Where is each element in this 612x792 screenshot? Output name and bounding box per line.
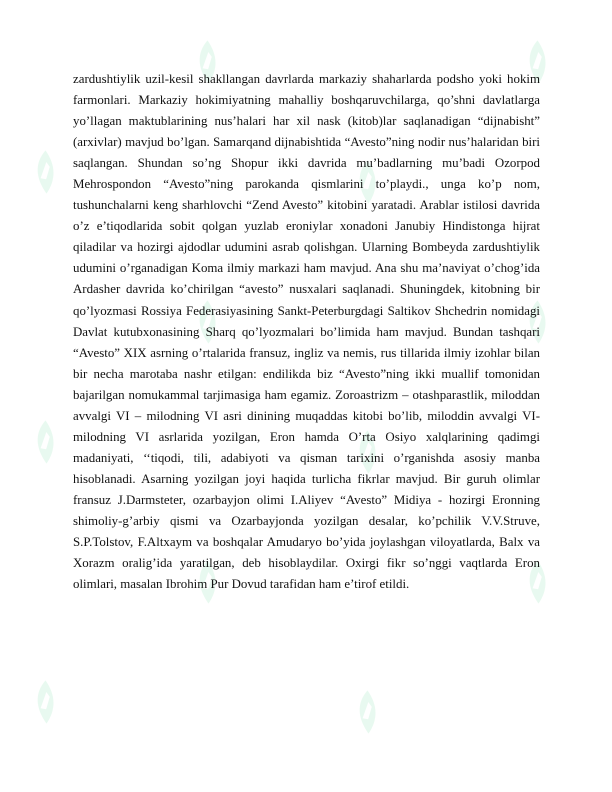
paragraph: zardushtiylik uzil-kesil shakllangan davrlarda markaziy shaharlarda podsho yoki hokim farmonlari. Markaziy hokimiyatning mahalliy boshqaruvchilarga, qo’shni davlatlarga yo’llagan maktublarining nus’halari har xil nask (kitob)lar saqlanadigan “dijnabisht” (arxivlar) mavjud bo’lgan. Samarqand dijnabishtida “Avesto”ning nodir nus’halaridan biri saqlangan. Shundan so’ng Shopur ikki davrida mu’badlarning mu’badi Ozorpod Mehrospondon “Avesto”ning parokanda qismlarini to’playdi., unga ko’p nom, tushunchalarni keng sharhlovchi “Zend Avesto” kitobini yaratadi. Arablar istilosi davrida o’z e’tiqodlarida sobit qolgan yuzlab eroniylar xonadoni Janubiy Hindistonga hijrat qiladilar va hozirgi ajdodlar udumini asrab qolishgan. Ularning Bombeyda zardushtiylik udumini o’rganadigan Koma ilmiy markazi ham mavjud. Ana shu ma’naviyat o’chog’ida Ardasher davrida ko’chirilgan “avesto” nusxalari saqlanadi. Shuningdek, kitobning bir qo’lyozmasi Rossiya Federasiyasining Sankt-Peterburgdagi Saltikov Shchedrin nomidagi Davlat kutubxonasining Sharq qo’lyozmalari bo’limida ham mavjud. Bundan tashqari “Avesto” XIX asrning o’rtalarida fransuz, ingliz va nemis, rus tillarida ilmiy izohlar bilan bir necha marotaba nashr etilgan: endilikda biz “Avesto”ning ikki muallif tomonidan bajarilgan nomukammal tarjimasiga ham egamiz. Zoroastrizm – otashparastlik, miloddan avvalgi VI – milodning VI asri dinining muqaddas kitobi bo’lib, miloddin avvalgi VI- milodning VI asrlarida yozilgan, Eron hamda O’rta Osiyo xalqlarining qadimgi madaniyati, ‘‘tiqodi, tili, adabiyoti va qisman tarixini o’rganishda asosiy manba hisoblanadi. Asarning yozilgan joyi haqida turlicha fikrlar mavjud. Bir guruh olimlar fransuz J.Darmsteter, ozarbayjon olimi I.Aliyev “Avesto” Midiya - hozirgi Eronning shimoliy-g’arbiy qismi va Ozarbayjonda yozilgan desalar, ko’pchilik V.V.Struve, S.P.Tolstov, F.Altxaym va boshqalar Amudaryo bo’yida joylashgan viloyatlarda, Balx va Xorazm oralig’ida yaratilgan, deb hisoblaydilar. Oxirgi fikr so’nggi vaqtlarda Eron olimlari, masalan Ibrohim Pur Dovud tarafidan ham e’tirof etildi. [73, 72, 540, 592]
leaf-logo-icon [19, 414, 74, 471]
leaf-logo-icon [341, 684, 396, 741]
leaf-logo-icon [19, 144, 74, 201]
body-text [73, 69, 540, 595]
leaf-logo-icon [19, 674, 74, 731]
